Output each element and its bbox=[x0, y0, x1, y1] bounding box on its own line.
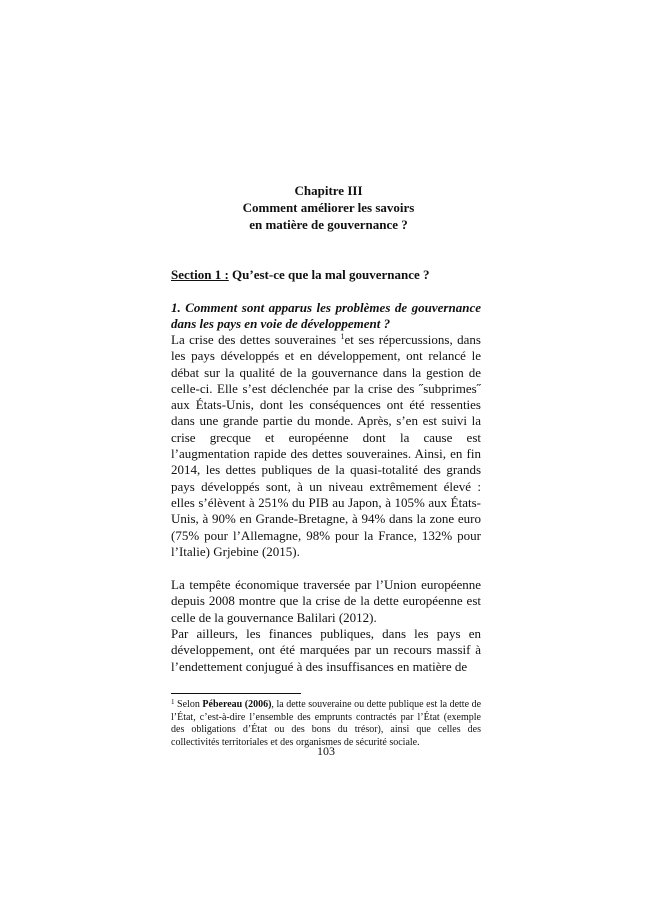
footnote-marker: 1 bbox=[171, 697, 175, 706]
page-body bbox=[171, 182, 481, 749]
page-number: 103 bbox=[317, 744, 335, 758]
paragraph-1 bbox=[171, 332, 481, 560]
section-label: Section 1 : bbox=[171, 267, 229, 282]
subsection-heading: 1. Comment sont apparus les problèmes de gouvernance dans les pays en voie de développement ? bbox=[171, 300, 481, 331]
paragraph-1-rest: et ses répercussions, dans les pays développés et en développement, ont relancé le débat sur la qualité de la gouvernance dans la gestion de celle-ci. Elle s’est déclenchée par la crise des ˝subprimes˝ aux États-Unis, dont les conséquences ont été ressenties dans une grande partie du monde. Après, s’en est suivi la crise grecque et européenne dont la cause est l’augmentation rapide des dettes souveraines. Ainsi, en fin 2014, les dettes publiques de la quasi-totalité des grands pays développés sont, à un niveau extrêmement élevé : elles s’élèvent à 251% du PIB au Japon, à 105% aux États-Unis, à 90% en Grande-Bretagne, à 94% dans la zone euro (75% pour l’Allemagne, 98% pour la France, 132% pour l’Italie) Grjebine (2015). bbox=[171, 332, 481, 559]
chapter-title-line-2: en matière de gouvernance ? bbox=[249, 217, 408, 232]
chapter-title-line-1: Comment améliorer les savoirs bbox=[242, 200, 415, 215]
footnote-divider bbox=[171, 693, 301, 694]
chapter-number: Chapitre III bbox=[294, 183, 363, 198]
footnote-author: Pébereau (2006) bbox=[202, 698, 272, 710]
paragraph-3: Par ailleurs, les finances publiques, dans les pays en développement, ont été marquées par un recours massif à l’endettement conjugué à des insuffisances en matière de bbox=[171, 626, 481, 674]
paragraph-1-start: La crise des dettes souveraines bbox=[171, 332, 341, 347]
footnote-reference: 1 bbox=[340, 332, 345, 341]
chapter-heading bbox=[176, 182, 481, 233]
paragraph-2: La tempête économique traversée par l’Union européenne depuis 2008 montre que la crise de la dette européenne est celle de la gouvernance Balilari (2012). bbox=[171, 577, 481, 625]
footnote bbox=[171, 699, 481, 749]
section-title: Qu’est-ce que la mal gouvernance ? bbox=[228, 267, 430, 282]
footnote-prefix: Selon bbox=[174, 698, 203, 710]
footnote-text: , la dette souveraine ou dette publique est la dette de l’État, c’est-à-dire l’ensemble des emprunts contractés par l’État (exemple des obligations d’État ou des bons du trésor), ainsi que celles des collectivités territoriales et des organismes de sécurité sociale. bbox=[171, 698, 482, 748]
section-heading bbox=[171, 266, 481, 283]
